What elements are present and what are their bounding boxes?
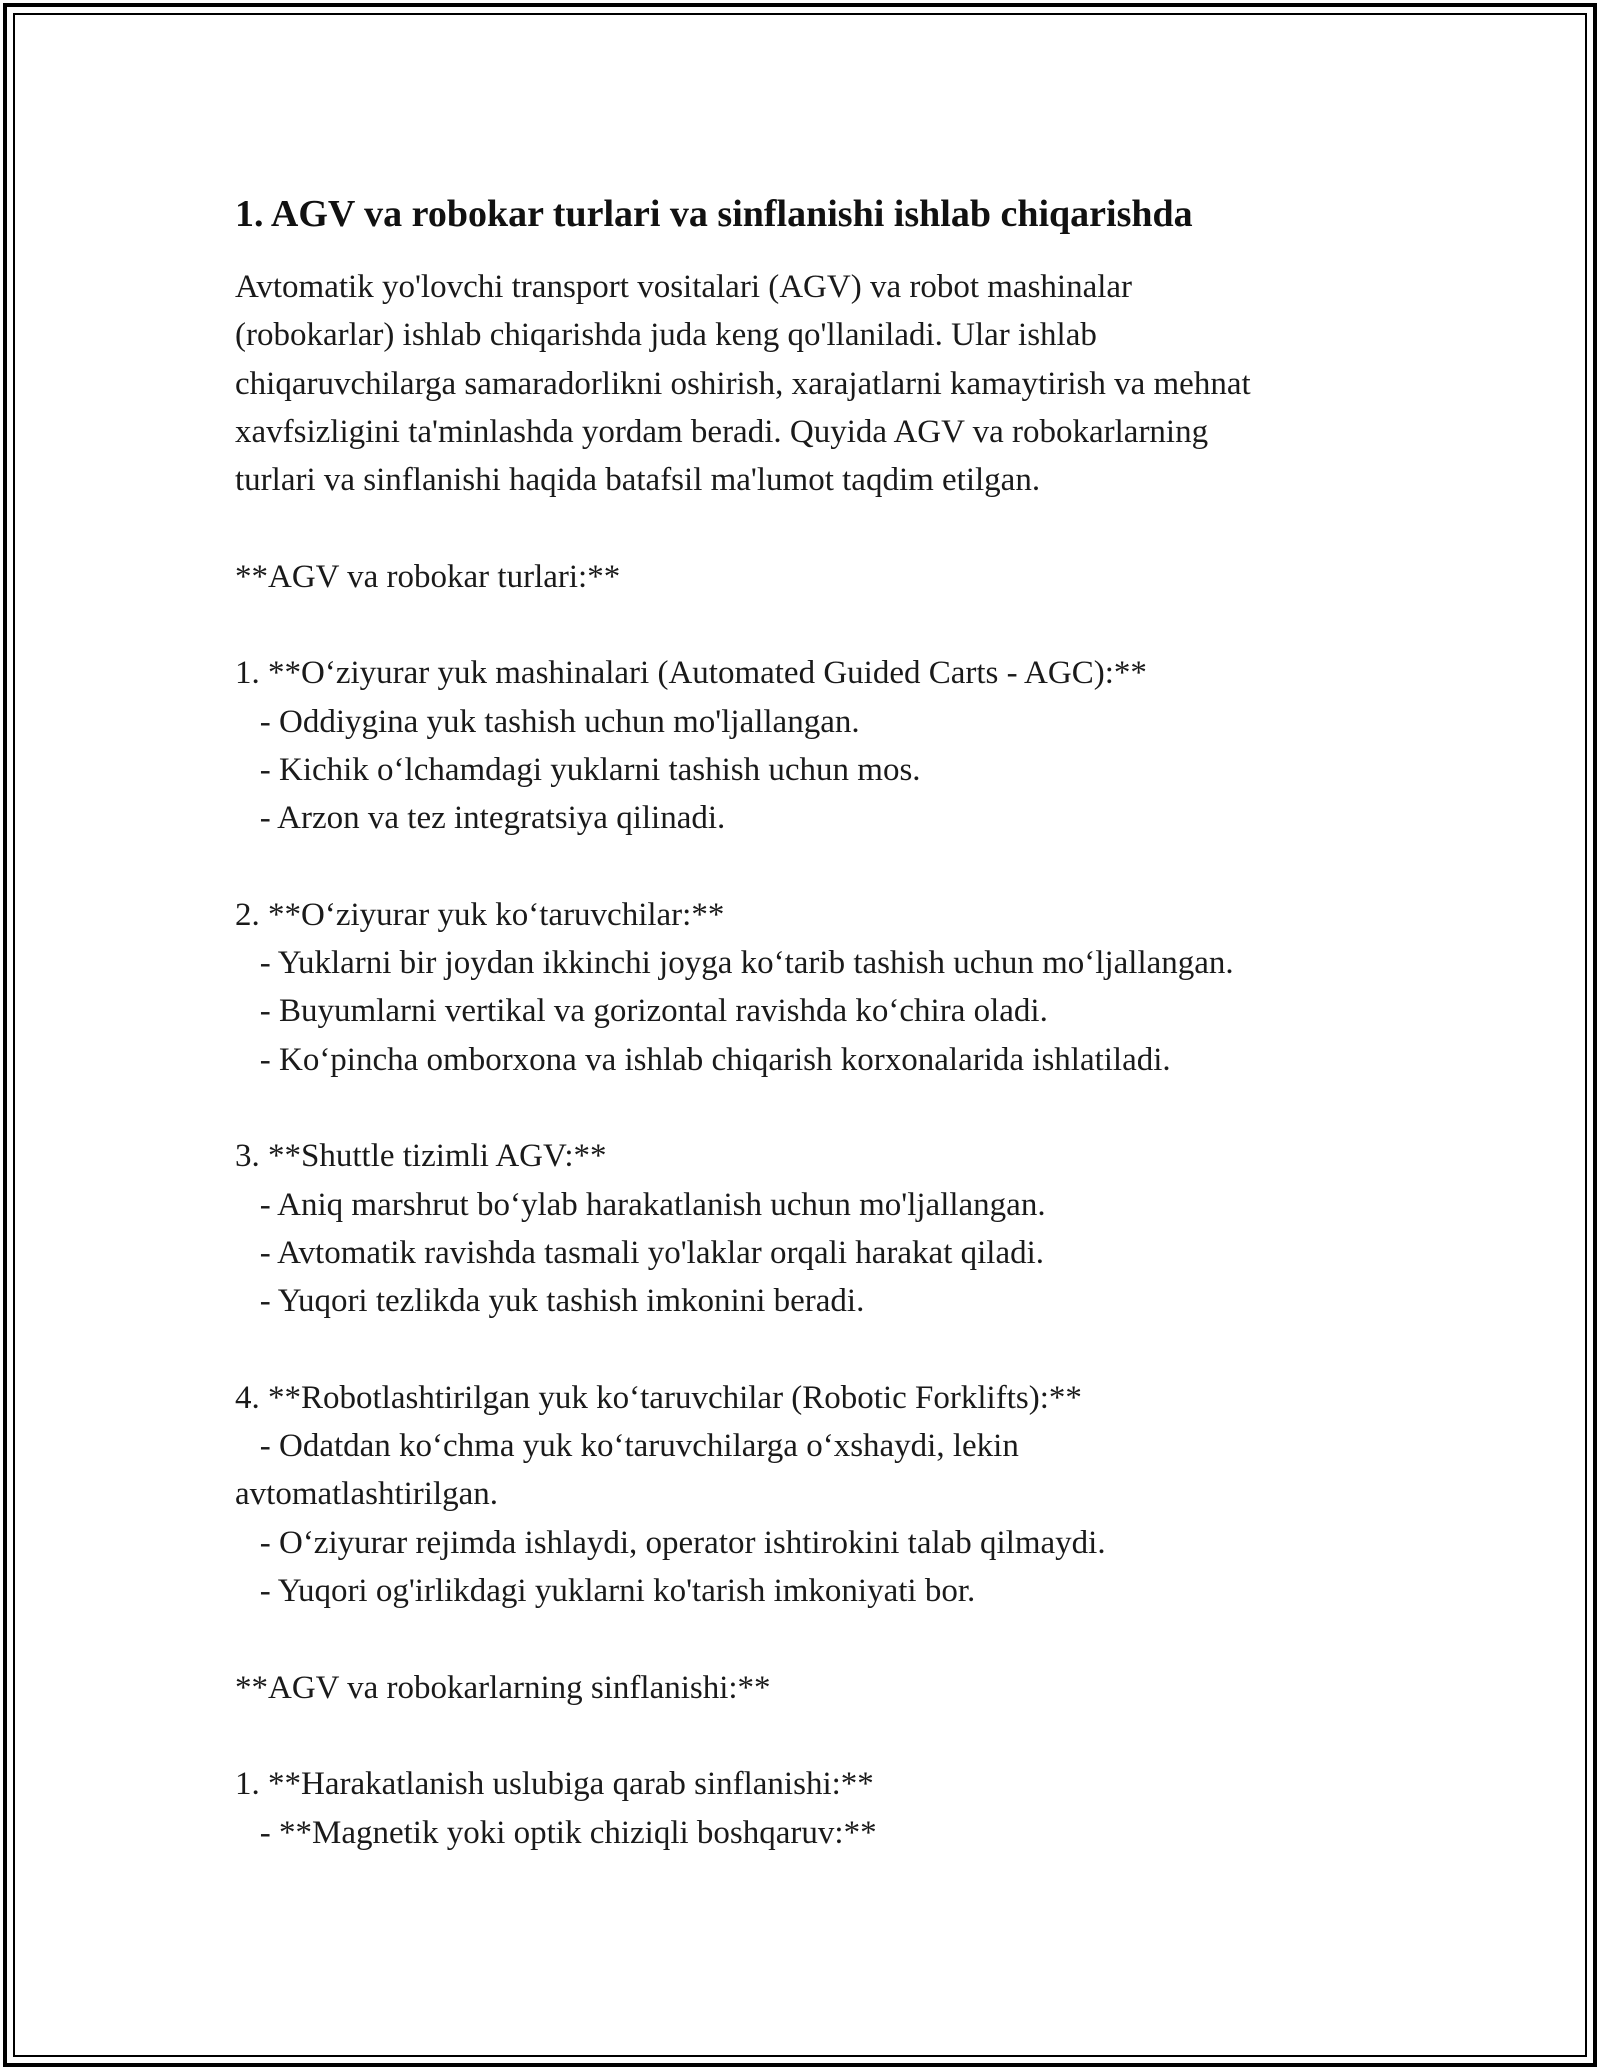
list-item: - Kichik o‘lchamdagi yuklarni tashish uchun mos.	[235, 751, 921, 788]
list-item: - Ko‘pincha omborxona va ishlab chiqarish korxonalarida ishlatiladi.	[235, 1041, 1171, 1078]
blank-line	[235, 1326, 1435, 1374]
list-item: - Yuqori og'irlikdagi yuklarni ko'tarish imkoniyati bor.	[235, 1573, 976, 1610]
types-heading: **AGV va robokar turlari:**	[235, 558, 621, 595]
list-item: - **Magnetik yoki optik chiziqli boshqaruv:**	[235, 1814, 877, 1851]
list-item-continuation: avtomatlashtirilgan.	[235, 1476, 499, 1513]
type-heading: 4. **Robotlashtirilgan yuk ko‘taruvchilar (Robotic Forklifts):**	[235, 1379, 1082, 1416]
type-section	[235, 649, 1435, 842]
blank-line	[235, 1084, 1435, 1132]
list-item: - Oddiygina yuk tashish uchun mo'ljallangan.	[235, 703, 860, 740]
list-item: - Aniq marshrut bo‘ylab harakatlanish uchun mo'ljallangan.	[235, 1186, 1046, 1223]
type-section	[235, 1374, 1435, 1615]
type-section	[235, 891, 1435, 1084]
list-item: - Buyumlarni vertikal va gorizontal ravishda ko‘chira oladi.	[235, 993, 1048, 1030]
blank-line	[235, 601, 1435, 649]
list-item: - Arzon va tez integratsiya qilinadi.	[235, 800, 726, 837]
intro-line: Avtomatik yo'lovchi transport vositalari (AGV) va robot mashinalar	[235, 269, 1133, 305]
intro-paragraph	[235, 263, 1435, 504]
classification-subheading: 1. **Harakatlanish uslubiga qarab sinflanishi:**	[235, 1766, 874, 1803]
classification-section	[235, 1760, 1435, 1857]
document-title: 1. AGV va robokar turlari va sinflanishi ishlab chiqarishda	[235, 193, 1193, 235]
intro-line: turlari va sinflanishi haqida batafsil ma'lumot taqdim etilgan.	[235, 462, 1041, 499]
type-section	[235, 1132, 1435, 1325]
type-heading: 1. **O‘ziyurar yuk mashinalari (Automated Guided Carts - AGC):**	[235, 655, 1147, 692]
blank-line	[235, 1615, 1435, 1663]
type-heading: 2. **O‘ziyurar yuk ko‘taruvchilar:**	[235, 896, 725, 933]
list-item: - O‘ziyurar rejimda ishlaydi, operator ishtirokini talab qilmaydi.	[235, 1524, 1106, 1561]
list-item: - Yuklarni bir joydan ikkinchi joyga ko‘tarib tashish uchun mo‘ljallangan.	[235, 945, 1234, 982]
list-item: - Avtomatik ravishda tasmali yo'laklar orqali harakat qiladi.	[235, 1234, 1045, 1271]
intro-line: chiqaruvchilarga samaradorlikni oshirish, xarajatlarni kamaytirish va mehnat	[235, 365, 1251, 402]
intro-line: (robokarlar) ishlab chiqarishda juda keng qo'llaniladi. Ular ishlab	[235, 317, 1097, 354]
classification-heading: **AGV va robokarlarning sinflanishi:**	[235, 1669, 771, 1706]
blank-line	[235, 843, 1435, 891]
blank-line	[235, 1712, 1435, 1760]
blank-line	[235, 504, 1435, 552]
document-page	[235, 185, 1435, 1857]
list-item: - Odatdan ko‘chma yuk ko‘taruvchilarga o‘xshaydi, lekin	[235, 1428, 1019, 1465]
type-heading: 3. **Shuttle tizimli AGV:**	[235, 1138, 607, 1175]
list-item: - Yuqori tezlikda yuk tashish imkonini beradi.	[235, 1283, 865, 1320]
intro-line: xavfsizligini ta'minlashda yordam beradi. Quyida AGV va robokarlarning	[235, 413, 1209, 450]
